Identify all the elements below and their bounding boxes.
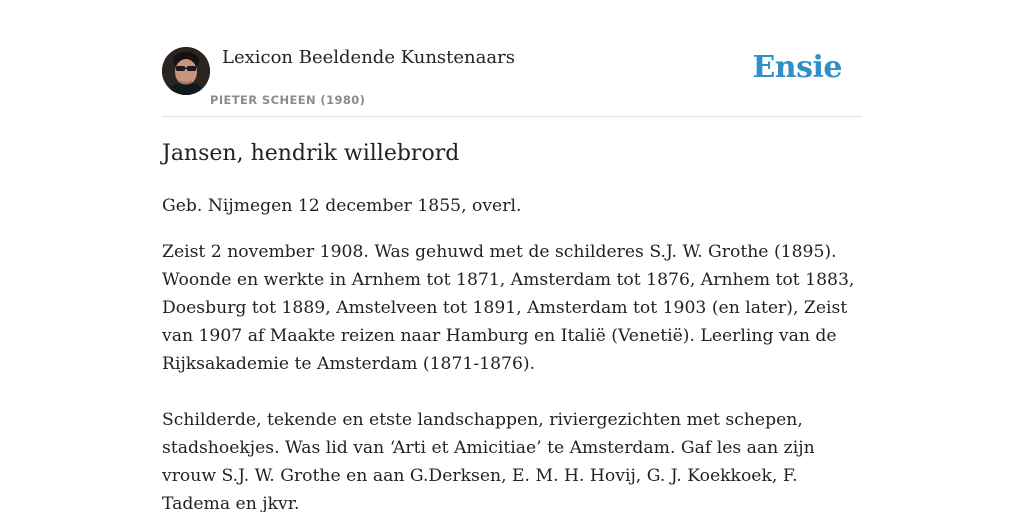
- author-name[interactable]: PIETER SCHEEN (1980): [210, 93, 366, 107]
- author-avatar[interactable]: [162, 47, 210, 95]
- entry-content: [162, 138, 862, 512]
- ensie-logo[interactable]: Ensie: [752, 50, 842, 85]
- entry-paragraph: Geb. Nijmegen 12 december 1855, overl.: [162, 196, 522, 216]
- lexicon-title[interactable]: Lexicon Beeldende Kunstenaars: [222, 47, 515, 68]
- header: [162, 46, 862, 117]
- entry-title: Jansen, hendrik willebrord: [162, 141, 460, 166]
- entry-paragraph: Schilderde, tekende en etste landschappen, riviergezichten met schepen, stadshoekjes. Was lid van ‘Arti et Amicitiae’ te Amsterdam. Gaf les aan zijn vrouw S.J. W. Grothe en aan G.Derksen, E. M. H. Hovij, G. J. Koekkoek, F. Tadema en jkvr.: [162, 410, 815, 512]
- author-portrait-icon: [162, 47, 210, 95]
- entry-paragraph: Zeist 2 november 1908. Was gehuwd met de schilderes S.J. W. Grothe (1895). Woonde en werkte in Arnhem tot 1871, Amsterdam tot 1876, Arnhem tot 1883, Doesburg tot 1889, Amstelveen tot 1891, Amsterdam tot 1903 (en later), Zeist van 1907 af Maakte reizen naar Hamburg en Italië (Venetië). Leerling van de Rijksakademie te Amsterdam (1871-1876).: [162, 242, 855, 374]
